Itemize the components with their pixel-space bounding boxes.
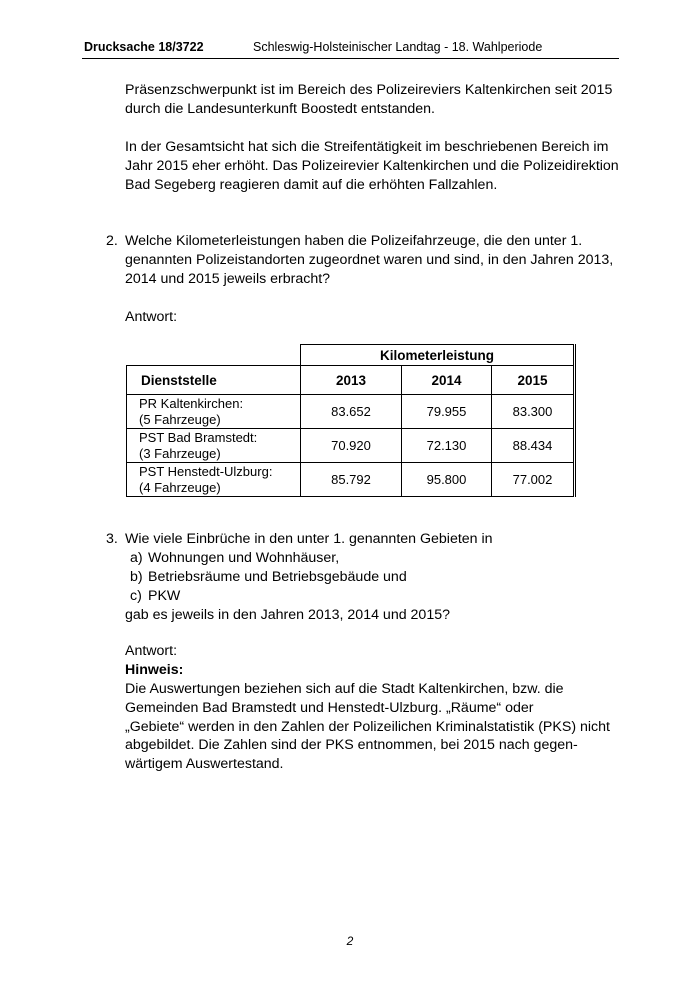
text-line: 2014 und 2015 jeweils erbracht?: [125, 270, 331, 287]
mileage-value: 95.800: [402, 463, 492, 497]
station-cell: [127, 395, 301, 429]
mileage-value: 72.130: [402, 429, 492, 463]
station-name: PST Henstedt-Ulzburg:: [139, 463, 273, 479]
text-line: genannten Polizeistandorten zugeordnet waren und sind, in den Jahren 2013,: [125, 251, 614, 268]
table-title-row: [127, 345, 575, 366]
mileage-table: [126, 344, 576, 497]
list-marker: b): [130, 569, 143, 585]
list-marker: c): [130, 588, 142, 604]
mileage-value: 88.434: [492, 429, 575, 463]
mileage-value: 83.300: [492, 395, 575, 429]
station-cell: [127, 429, 301, 463]
mileage-value: 77.002: [492, 463, 575, 497]
vehicle-count: (4 Fahrzeuge): [139, 479, 221, 495]
page-number: 2: [346, 934, 354, 948]
text-line: In der Gesamtsicht hat sich die Streifentätigkeit im beschriebenen Bereich im: [125, 139, 609, 155]
mileage-value: 83.652: [301, 395, 402, 429]
station-name: PR Kaltenkirchen:: [139, 395, 244, 411]
table-empty-corner: [127, 345, 301, 366]
mileage-value: 70.920: [301, 429, 402, 463]
text-line: Bad Segeberg reagieren damit auf die erhöhten Fallzahlen.: [125, 176, 498, 193]
header-divider: [82, 58, 619, 59]
text-line: abgebildet. Die Zahlen sind der PKS entnommen, bei 2015 nach gegen-: [125, 737, 578, 754]
question-2-number: 2.: [106, 233, 118, 249]
column-header-year: 2015: [492, 366, 575, 395]
vehicle-count: (3 Fahrzeuge): [139, 445, 221, 461]
list-item-text: Betriebsräume und Betriebsgebäude und: [148, 569, 407, 585]
station-name: PST Bad Bramstedt:: [139, 429, 258, 445]
text-line: Welche Kilometerleistungen haben die Polizeifahrzeuge, die den unter 1.: [125, 233, 583, 249]
table-row: [127, 429, 575, 463]
text-line: durch die Landesunterkunft Boostedt entstanden.: [125, 100, 435, 117]
list-item-text: PKW: [148, 588, 181, 604]
column-header-year: 2014: [402, 366, 492, 395]
table-row: [127, 395, 575, 429]
hint-text: [125, 680, 620, 774]
question-3-answer-label: Antwort:: [125, 643, 178, 659]
intro-paragraph-2: [125, 138, 620, 194]
column-header-year: 2013: [301, 366, 402, 395]
question-2-text: [125, 232, 620, 288]
text-line: wärtigem Auswertestand.: [125, 756, 284, 773]
vehicle-count: (5 Fahrzeuge): [139, 411, 221, 427]
intro-paragraph-1: [125, 81, 620, 119]
text-line: Präsenzschwerpunkt ist im Bereich des Polizeireviers Kaltenkirchen seit 2015: [125, 82, 613, 98]
hint-label: Hinweis:: [125, 662, 184, 678]
question-2-answer-label: Antwort:: [125, 309, 178, 325]
text-line: Jahr 2015 eher erhöht. Das Polizeirevier Kaltenkirchen und die Polizeidirektion: [125, 157, 619, 174]
table-header-row: [127, 366, 575, 395]
mileage-value: 79.955: [402, 395, 492, 429]
mileage-value: 85.792: [301, 463, 402, 497]
list-marker: a): [130, 550, 143, 566]
station-cell: [127, 463, 301, 497]
doc-number: Drucksache 18/3722: [84, 40, 204, 54]
question-3-intro: Wie viele Einbrüche in den unter 1. genannten Gebieten in: [125, 531, 493, 547]
question-3-number: 3.: [106, 531, 118, 547]
table-row: [127, 463, 575, 497]
text-line: „Gebiete“ werden in den Zahlen der Polizeilichen Kriminalstatistik (PKS) nicht: [125, 718, 610, 735]
list-item-text: Wohnungen und Wohnhäuser,: [148, 550, 340, 566]
table-title: Kilometerleistung: [301, 345, 575, 366]
text-line: Gemeinden Bad Bramstedt und Henstedt-Ulzburg. „Räume“ oder: [125, 699, 534, 716]
question-3-closing: gab es jeweils in den Jahren 2013, 2014 und 2015?: [125, 607, 450, 623]
column-header-dienststelle: Dienststelle: [127, 366, 301, 395]
parliament-title: Schleswig-Holsteinischer Landtag - 18. Wahlperiode: [253, 40, 543, 54]
text-line: Die Auswertungen beziehen sich auf die Stadt Kaltenkirchen, bzw. die: [125, 681, 564, 697]
